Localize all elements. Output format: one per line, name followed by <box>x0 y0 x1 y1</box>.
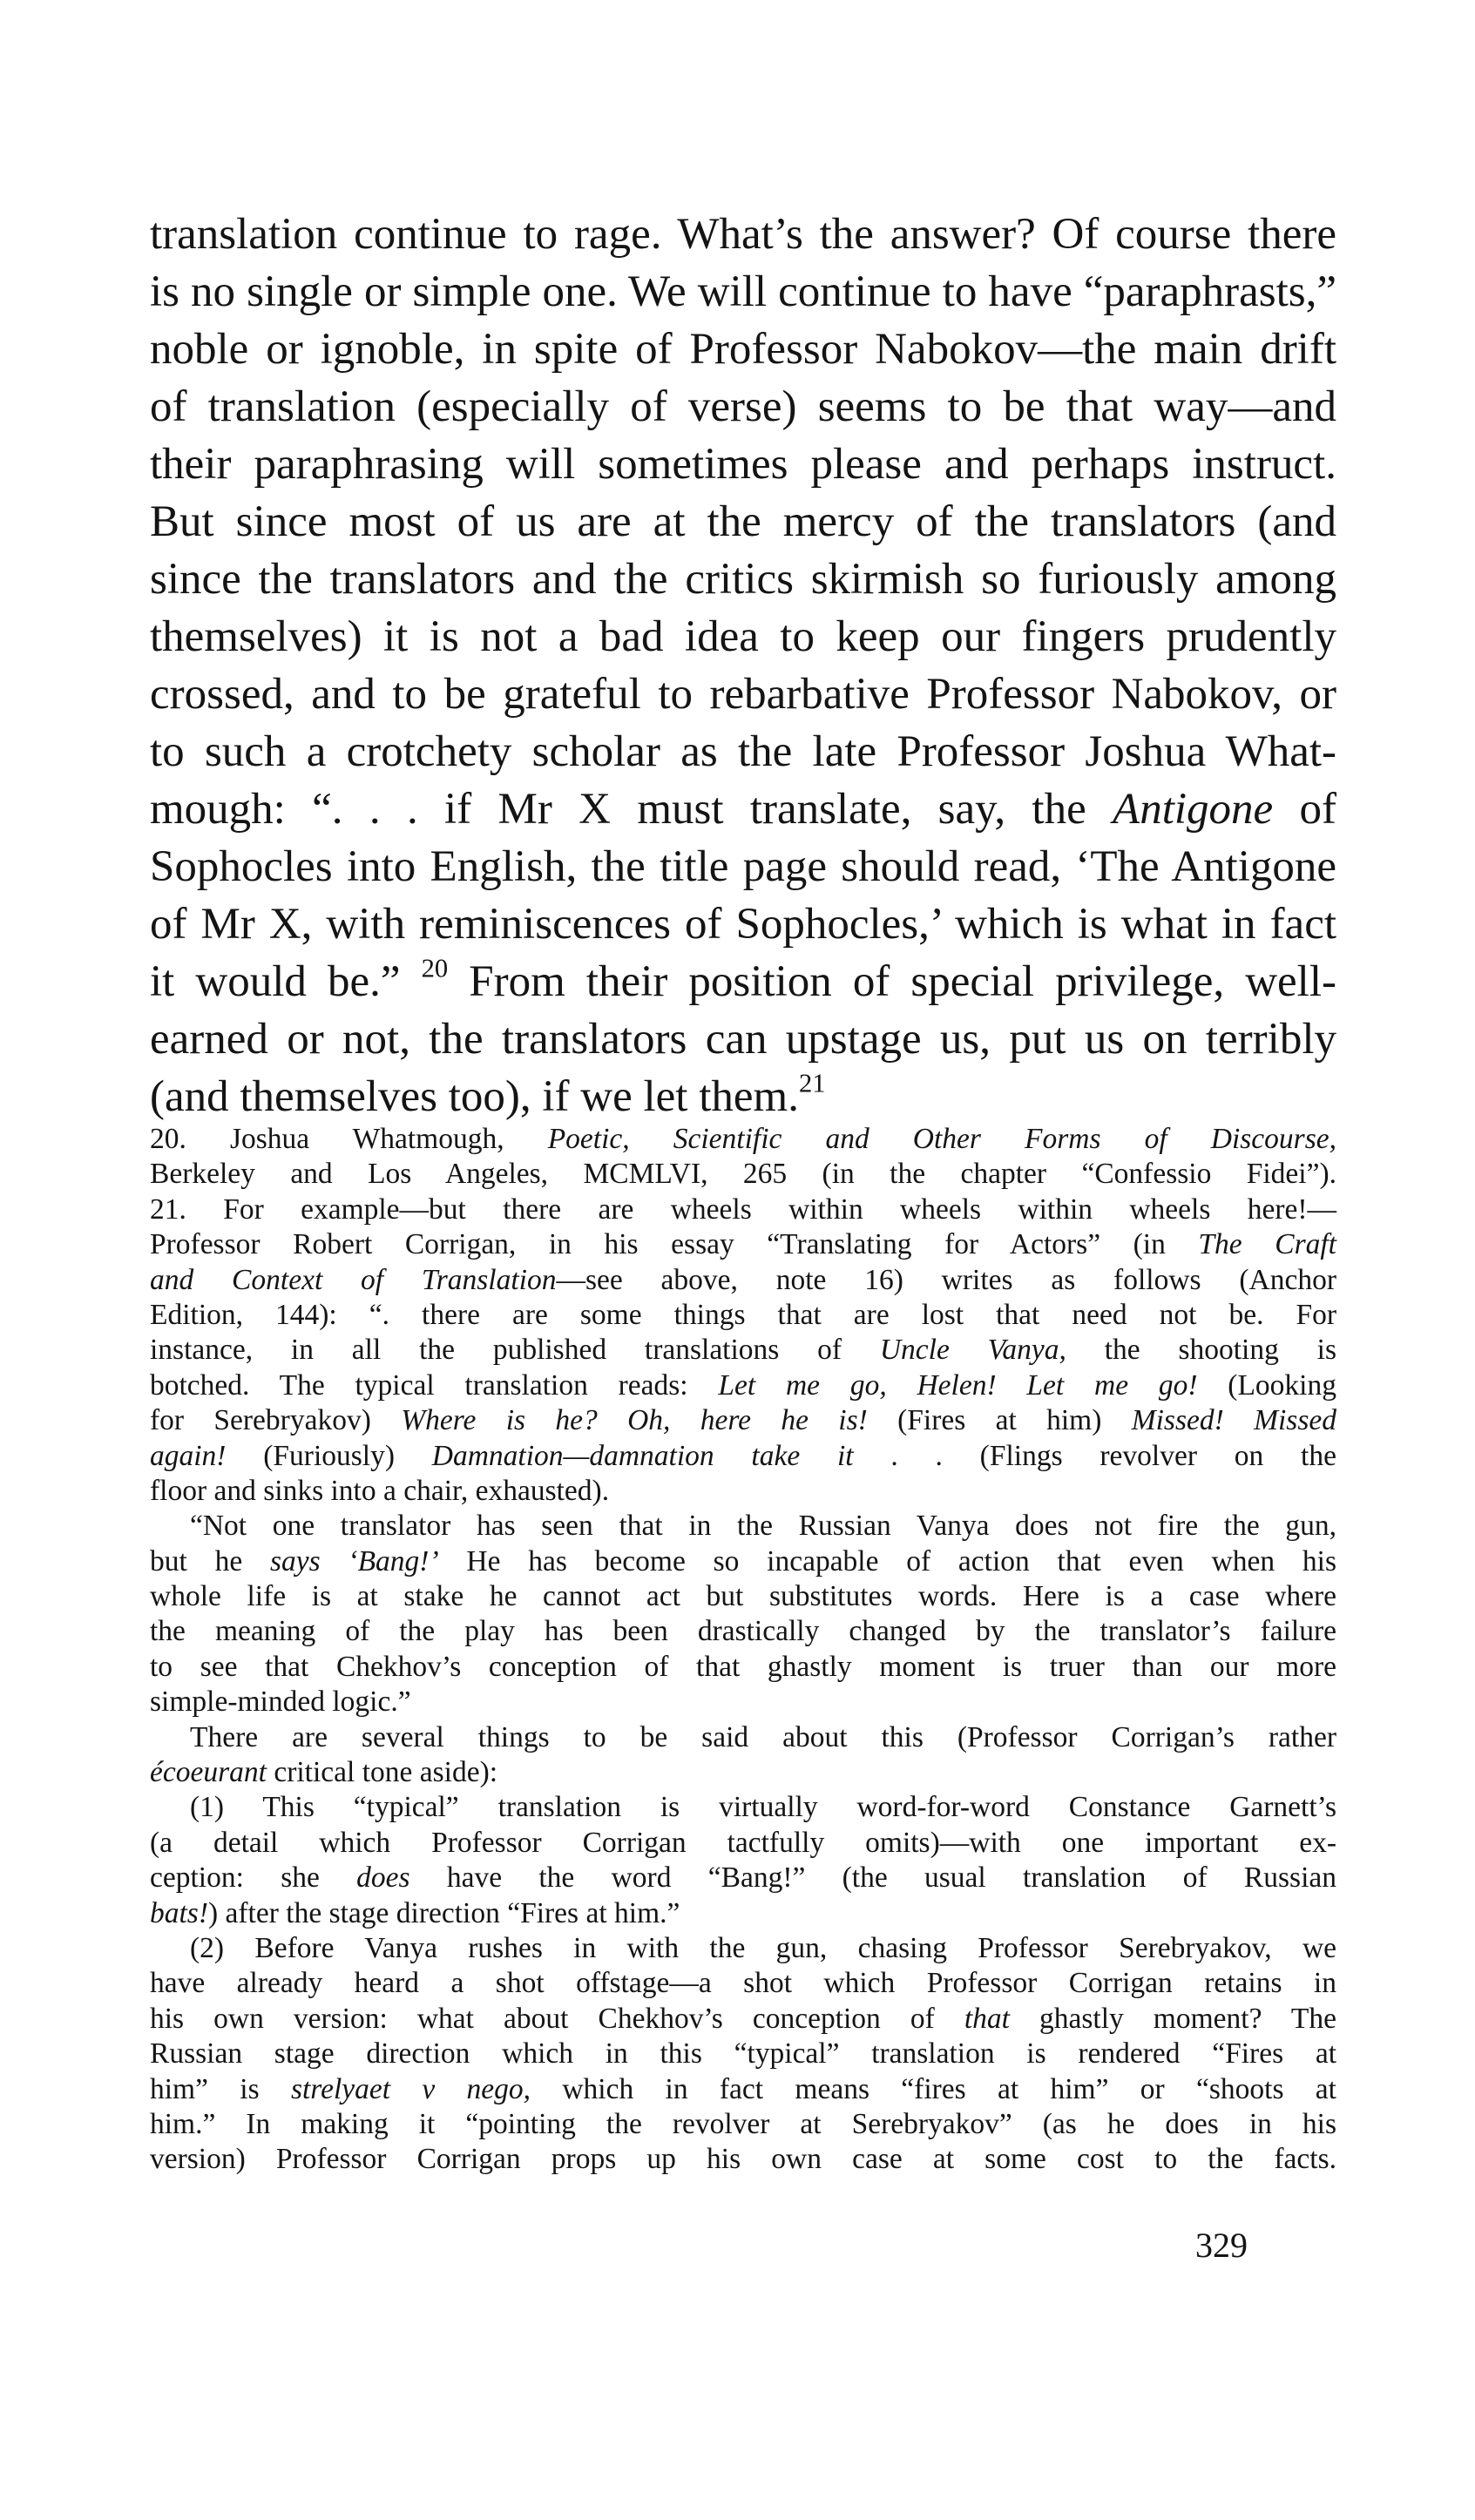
footnote-text: He has become so incapable of action that even when his <box>438 1544 1336 1578</box>
footnote-point-2-line: (2) Before Vanya rushes in with the gun, chasing Professor Serebryakov, we <box>190 1931 1336 1964</box>
footnote-21-line: floor and sinks into a chair, exhausted). <box>150 1474 610 1507</box>
footnote-21-line <box>150 1368 1336 1403</box>
footnote-italic: Poetic, Scientific and Other Forms of Discourse, <box>547 1123 1336 1155</box>
footnote-21-line <box>150 1403 1336 1438</box>
body-line: to such a crotchety scholar as the late Professor Joshua What- <box>150 727 1336 776</box>
footnote-quote-line: “Not one translator has seen that in the Russian Vanya does not fire the gun, <box>190 1510 1336 1543</box>
footnote-italic: écoeurant <box>150 1756 267 1789</box>
footnote-italic: that <box>964 2002 1010 2035</box>
footnote-italic: says ‘Bang!’ <box>269 1544 439 1578</box>
footnote-ref-20[interactable]: 20 <box>421 953 449 983</box>
body-line-text: of <box>1273 785 1336 834</box>
body-line: noble or ignoble, in spite of Professor Nabokov—the main drift <box>150 325 1336 374</box>
body-line-text: From their position of special privilege, well- <box>448 957 1336 1006</box>
body-line <box>150 1068 1336 1125</box>
footnote-text: critical tone aside): <box>266 1756 498 1789</box>
footnote-point-2-line <box>150 2002 1336 2037</box>
footnote-quote-line: to see that Chekhov’s conception of that ghastly moment is truer than our more <box>150 1650 1336 1683</box>
body-line: of translation (especially of verse) seems to be that way—and <box>150 382 1336 431</box>
footnote-21-line <box>150 1333 1336 1368</box>
body-line: of Mr X, with reminiscences of Sophocles,’ which is what in fact <box>150 900 1336 949</box>
footnote-text: 20. Joshua Whatmough, <box>150 1123 548 1155</box>
footnote-text: but he <box>150 1544 270 1578</box>
footnote-text: botched. The typical translation reads: <box>150 1368 719 1402</box>
footnote-text: —see above, note 16) writes as follows (Anchor <box>556 1263 1336 1296</box>
footnote-ref-21[interactable]: 21 <box>798 1068 826 1098</box>
body-line: But since most of us are at the mercy of the translators (and <box>150 497 1336 546</box>
footnote-quote-line: simple-minded logic.” <box>150 1686 411 1719</box>
footnote-text: Professor Robert Corrigan, in his essay “Translating for Actors” (in <box>150 1228 1199 1261</box>
footnote-point-1-line <box>150 1896 1336 1931</box>
footnote-point-2-line: Russian stage direction which in this “typical” translation is rendered “Fires at <box>150 2037 1336 2071</box>
footnote-italic: Uncle Vanya, <box>879 1334 1066 1367</box>
italic-title-antigone: Antigone <box>1113 785 1274 834</box>
body-line: crossed, and to be grateful to rebarbative Professor Nabokov, or <box>150 670 1336 719</box>
footnote-text: him” is <box>150 2072 291 2105</box>
footnote-21-line: 21. For example—but there are wheels within wheels within wheels here!— <box>150 1192 1336 1226</box>
footnote-quote-line <box>150 1544 1336 1579</box>
footnote-text: (Looking <box>1197 1368 1336 1402</box>
footnote-italic: bats! <box>150 1896 208 1929</box>
body-line-text: mough: “. . . if Mr X must translate, say, the <box>150 785 1113 834</box>
footnote-quote-line: whole life is at stake he cannot act but substitutes words. Here is a case where <box>150 1580 1336 1613</box>
footnote-point-2-line: have already heard a shot offstage—a shot which Professor Corrigan retains in <box>150 1967 1336 2000</box>
footnote-text: the shooting is <box>1066 1334 1336 1367</box>
body-line: earned or not, the translators can upstage us, put us on terribly <box>150 1015 1336 1064</box>
footnote-italic: Where is he? Oh, here he is! <box>401 1404 868 1437</box>
footnote-21-line: Edition, 144): “. there are some things that are lost that need not be. For <box>150 1298 1336 1331</box>
footnote-italic: The Craft <box>1198 1228 1336 1261</box>
footnote-quote-line: the meaning of the play has been drastically changed by the translator’s failure <box>150 1615 1336 1648</box>
footnote-italic: does <box>356 1861 410 1895</box>
footnote-italic: strelyaet v nego, <box>290 2072 531 2105</box>
body-line <box>150 953 1336 1010</box>
footnote-text: ception: she <box>150 1861 357 1895</box>
footnote-text: for Serebryakov) <box>150 1404 402 1437</box>
body-line-text: it would be.” <box>150 957 422 1006</box>
footnote-line <box>150 1755 1336 1790</box>
body-line: since the translators and the critics skirmish so furiously among <box>150 555 1336 604</box>
footnote-point-2-line <box>150 2072 1336 2107</box>
footnote-point-1-line: (a detail which Professor Corrigan tactfully omits)—with one important ex- <box>150 1826 1336 1859</box>
footnote-21-line <box>150 1227 1336 1262</box>
footnote-text: ) after the stage direction “Fires at him.” <box>208 1896 680 1929</box>
footnote-point-1-line <box>150 1861 1336 1895</box>
footnote-italic: again! <box>150 1439 227 1472</box>
footnote-italic: Let me go, Helen! Let me go! <box>718 1368 1198 1402</box>
footnote-text: (Fires at him) <box>867 1404 1132 1437</box>
footnote-text: ghastly moment? The <box>1009 2002 1336 2035</box>
footnotes <box>150 1122 1336 2178</box>
footnote-text: . . (Flings revolver on the <box>853 1439 1336 1472</box>
footnote-text: (Furiously) <box>226 1439 432 1472</box>
footnote-21-line <box>150 1439 1336 1474</box>
footnote-21-line <box>150 1263 1336 1298</box>
footnote-text: his own version: what about Chekhov’s conception of <box>150 2002 964 2035</box>
body-text <box>150 206 1336 1125</box>
body-line <box>150 780 1336 838</box>
footnote-italic: and Context of Translation <box>150 1263 557 1296</box>
body-line: is no single or simple one. We will continue to have “paraphrasts,” <box>150 267 1336 316</box>
footnote-text: have the word “Bang!” (the usual translation of Russian <box>409 1861 1336 1895</box>
footnote-point-1-line: (1) This “typical” translation is virtually word-for-word Constance Garnett’s <box>190 1791 1336 1824</box>
footnote-text: which in fact means “fires at him” or “shoots at <box>531 2072 1336 2105</box>
body-line: translation continue to rage. What’s the answer? Of course there <box>150 210 1336 259</box>
footnote-20-line: Berkeley and Los Angeles, MCMLVI, 265 (in the chapter “Confessio Fidei”). <box>150 1158 1336 1191</box>
footnote-italic: Damnation—damnation take it <box>431 1439 854 1472</box>
footnote-point-2-line: version) Professor Corrigan props up his own case at some cost to the facts. <box>150 2143 1336 2176</box>
page-number: 329 <box>1195 2226 1248 2265</box>
footnote-italic: Missed! Missed <box>1131 1404 1336 1437</box>
body-line: their paraphrasing will sometimes please and perhaps instruct. <box>150 440 1336 489</box>
footnote-point-2-line: him.” In making it “pointing the revolver at Serebryakov” (as he does in his <box>150 2107 1336 2140</box>
footnote-text: instance, in all the published translations of <box>150 1334 880 1367</box>
body-line: themselves) it is not a bad idea to keep our fingers prudently <box>150 612 1336 661</box>
footnote-line: There are several things to be said about this (Professor Corrigan’s rather <box>190 1720 1336 1753</box>
body-line-text: (and themselves too), if we let them. <box>150 1072 799 1121</box>
body-line: Sophocles into English, the title page should read, ‘The Antigone <box>150 842 1336 891</box>
footnote-20-line <box>150 1122 1336 1157</box>
